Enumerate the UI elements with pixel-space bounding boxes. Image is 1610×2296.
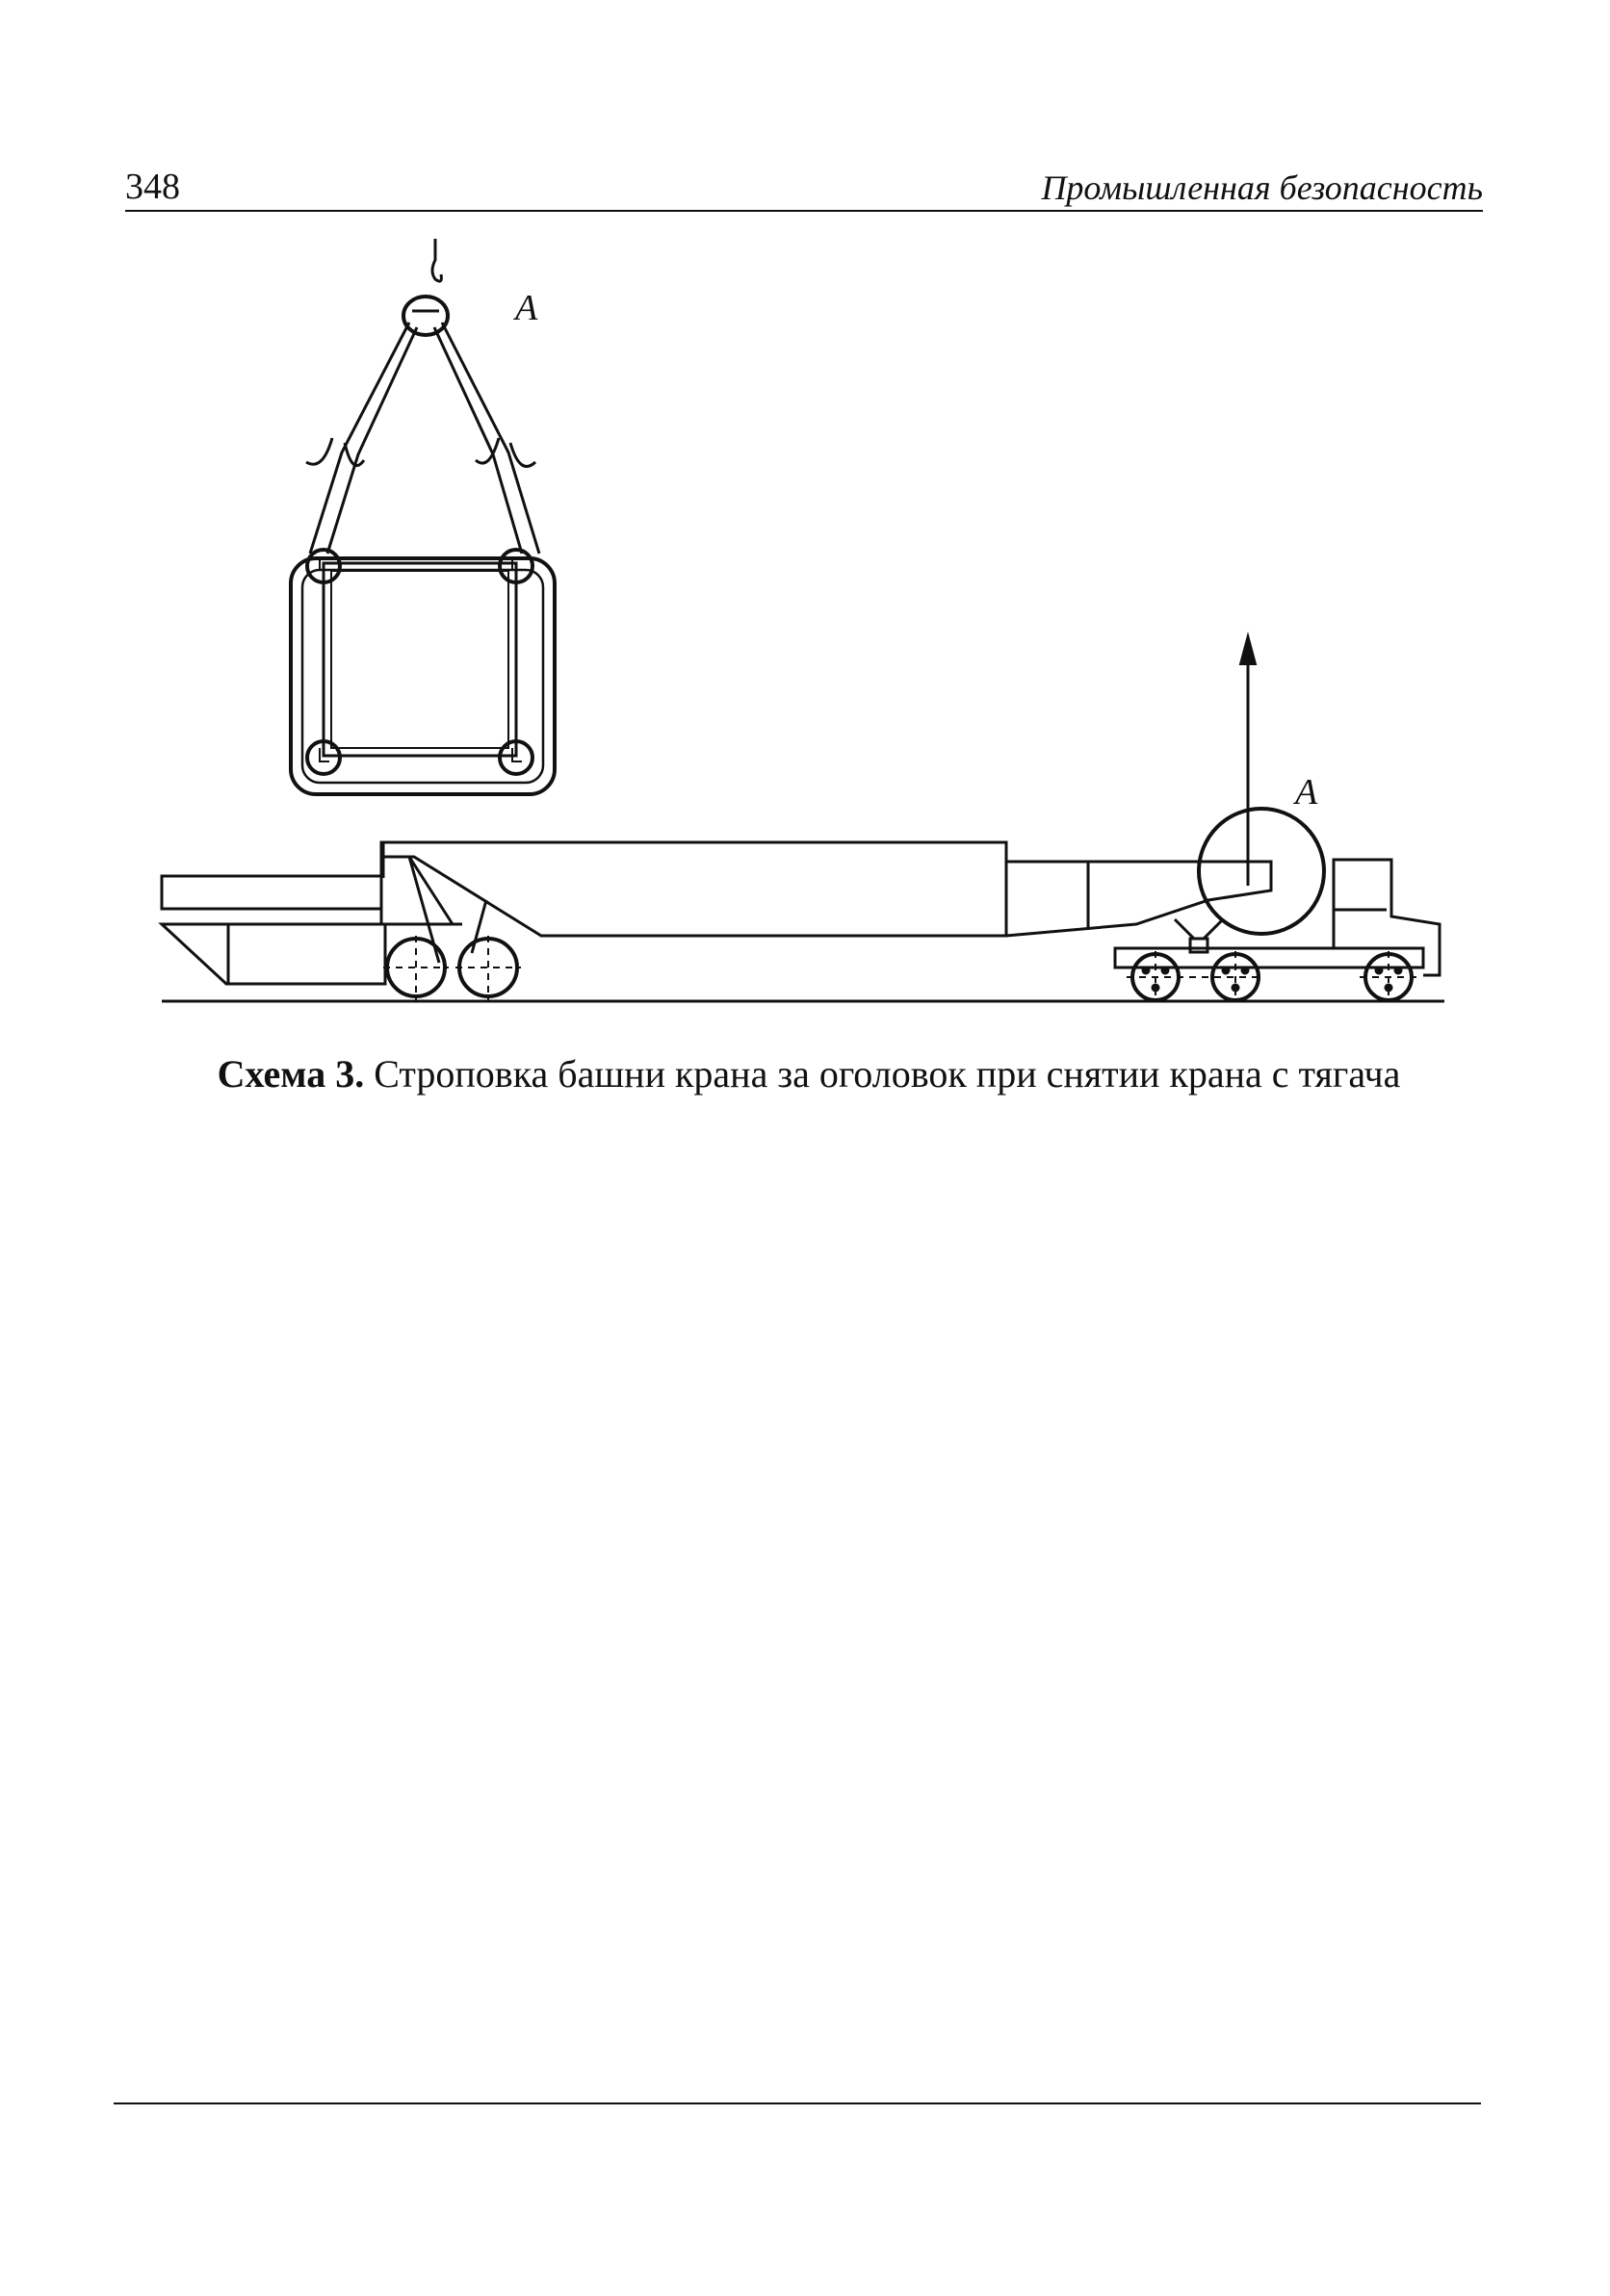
crane-hook [432, 239, 441, 281]
crane-tower-slinging-diagram [0, 0, 1610, 1040]
lifting-ring [403, 297, 448, 335]
footer-rule [114, 2103, 1481, 2104]
crane-on-tractor [162, 635, 1444, 1001]
sling-left-inner [327, 327, 417, 554]
running-title: Промышленная безопасность [1041, 168, 1483, 207]
sling-left-outer [310, 322, 409, 554]
caption-text: Строповка башни крана за оголовок при снятии крана с тягача [364, 1052, 1401, 1096]
sling-circle [1199, 809, 1324, 934]
tower-body [381, 842, 1006, 936]
label-a-top: А [515, 288, 538, 328]
page-number: 348 [125, 167, 180, 207]
figure-caption [144, 1049, 1473, 1099]
sling-right-outer [442, 322, 539, 554]
label-a-bottom: А [1295, 772, 1318, 813]
tower-head-frame [324, 563, 516, 756]
caption-label: Схема 3. [217, 1052, 365, 1096]
